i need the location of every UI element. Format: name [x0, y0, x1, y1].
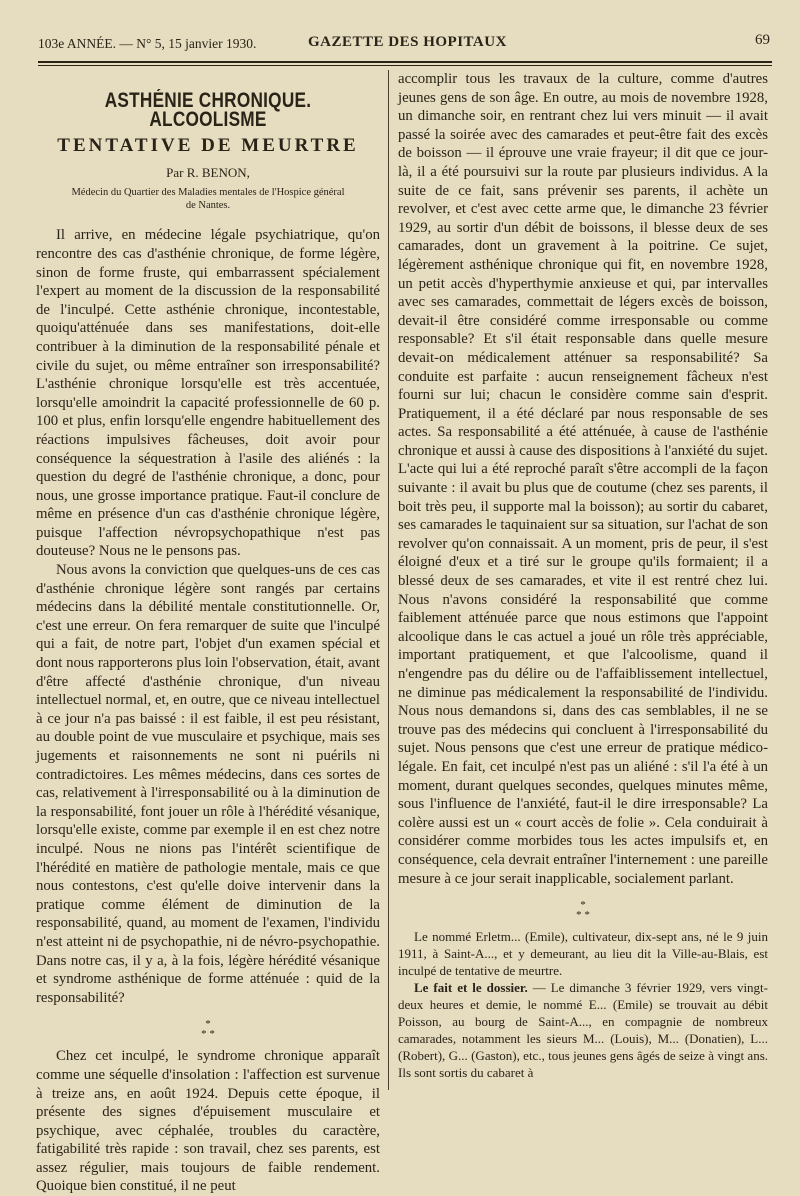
case-report	[398, 928, 768, 1081]
header-rule-thin	[38, 65, 772, 66]
case-facts	[398, 979, 768, 1081]
issue-info: 103e ANNÉE. — N° 5, 15 janvier 1930.	[38, 36, 257, 51]
running-head	[38, 32, 770, 58]
case-intro: Le nommé Erletm... (Emile), cultivateur, dix-sept ans, né le 9 juin 1911, à Saint-A..., et y demeurant, au lieu dit la Ville-au-Blais, est inculpé de tentative de meurtre.	[398, 929, 768, 979]
left-column	[36, 70, 380, 1196]
case-facts-text: — Le dimanche 3 février 1929, vers vingt-deux heures et demie, le nommé E... (Emile) se trouvait au débit Poisson, au bourg de Saint-A..., en compagnie de nombreux camarades, notamment les sieurs M... (Louis), M... (Donatien), L... (Robert), G... (Gaston), etc., tous jeunes gens âgés de seize à vingt ans. Ils sont sortis du cabaret à	[398, 980, 768, 1081]
right-column	[398, 70, 768, 1081]
paragraph-intro: Il arrive, en médecine légale psychiatrique, qu'on rencontre des cas d'asthénie chronique, de forme légère, sinon de forme fruste, qui embarrassent spécialement l'expert au moment de la discussion de la responsabilité de l'inculpé. Cette asthénie chronique, incontestable, quoiqu'atténuée dans ses manifestations, doit-elle contribuer à la diminution de la responsabilité pénale et civile du sujet, ou même entraîner son irresponsabilité? L'asthénie chronique lorsqu'elle est très accentuée, lorsqu'elle amoindrit la capacité professionnelle de 60 p. 100 et plus, enfin lorsqu'elle engendre habituellement des réactions impulsives fâcheuses, doit avoir pour conséquence la séquestration à l'asile des aliénés : la question du degré de l'asthénie chronique, a donc, pour nous, une grosse importance pratique. Faut-il conclure de même en présence d'un cas d'asthénie chronique légère, puisque l'affection névropsychopathique n'est pas douteuse? Nous ne le pensons pas.	[36, 227, 380, 560]
column-divider	[388, 70, 389, 1090]
article-subtitle: TENTATIVE DE MEURTRE	[57, 135, 359, 157]
case-facts-lead: Le fait et le dossier.	[414, 980, 528, 996]
journal-title: GAZETTE DES HOPITAUX	[308, 34, 507, 50]
paragraph-case-summary: Chez cet inculpé, le syndrome chronique apparaît comme une séquelle d'insolation : l'affection est survenue à treize ans, en août 1924. Depuis cette époque, il présente des signes d'épuisement musculaire et psychique, avec céphalée, troubles du caractère, fatigabilité très rapide : son travail, chez ses parents, est assez régulier, mais toujours de faible rendement. Quoique bien constitué, il ne peut	[36, 1048, 380, 1195]
article-author: Par R. BENON,	[166, 164, 250, 180]
paragraph-continuation: accomplir tous les travaux de la culture, comme d'autres jeunes gens de son âge. En outre, au mois de novembre 1928, un dimanche soir, en rentrant chez lui vers minuit — il avait passé la soirée avec des camarades et peut-être fait des excès de boisson — il éprouve une vraie frayeur; il dit que ce jour-là, il a été poursuivi sur la route par plusieurs individus. A la suite de ce fait, sans prévenir ses parents, il achète un revolver, et c'est avec cette arme que, le dimanche 23 février 1929, au sortir d'un débit de boissons, il blesse deux de ses camarades, dont un gravement à la poitrine. Ce sujet, légèrement asthénique chronique qui fit, en novembre 1928, un petit accès d'hyperthymie anxieuse et qui, par intervalles avec ses camarades, commettait de légers excès de boisson, devait-il être considéré comme irresponsable ou comme responsable? Et s'il était responsable dans quelle mesure devait-on médicalement atténuer sa responsabilité? Sa conduite est parfaite : aucun renseignement fâcheux n'est fourni sur lui; chacun le considère comme sain d'esprit. Pratiquement, il a été déclaré par nous responsable de ses actes. Sa responsabilité a été atténuée, à cause de l'asthénie chronique et aussi à cause des dispositions à l'anxiété du sujet. L'acte qui lui a été reproché paraît s'être accompli de la façon suivante : il avait bu plus que de coutume (chez ses parents, il boit très peu, il supporte mal la boisson); au sortir du cabaret, ses camarades le taquinaient sur sa situation, sur l'achat de son revolver qu'on connaissait. A un moment, pris de peur, il s'est éloigné d'eux et a tiré sur le groupe qu'ils formaient; il a blessé deux de ses camarades, et vite il est rentré chez lui. Nous n'avons considéré la responsabilité que comme faiblement atténuée parce que nous estimons que l'appoint alcoolique dans le cas actuel a joué un rôle très appréciable, important pratiquement, et que l'alcoolisme, quand il n'engendre pas du délire ou de l'affaiblissement intellectuel, ne diminue pas médicalement la responsabilité de l'individu. Nous nous demandons si, dans des cas semblables, il ne se trouve pas des médecins qui concluent à l'irresponsabilité du sujet. Nous pensons que c'est une erreur de pratique médico-légale. En fait, cet inculpé n'est pas un aliéné : s'il l'a été à un moment, durant quelques secondes, quelques minutes même, sous l'influence de l'anxiété, faut-il le dire irresponsable? La colère aussi est un « court accès de folie ». Cela conduirait à considérer comme morbides tous les actes impulsifs et, en conséquence, cela devrait entraîner l'internement : une pareille mesure à ce jour serait inapplicable, socialement parlant.	[398, 71, 768, 887]
article-title: ASTHÉNIE CHRONIQUE. ALCOOLISME	[104, 89, 312, 131]
page-number: 69	[755, 32, 770, 48]
section-asterism: * * *	[201, 1018, 215, 1041]
paragraph-conviction: Nous avons la conviction que quelques-uns de ces cas d'asthénie chronique légère sont rangés par certains médecins dans la débilité mentale constitutionnelle. Or, c'est une erreur. On fera remarquer de suite que l'inculpé qui a fait, de notre part, l'objet d'un examen spécial et dont nous rapporterons plus loin l'observation, était, avant d'être affecté d'asthénie chronique, d'un niveau intellectuel normal, et, en outre, que ce niveau intellectuel à ce jour n'a pas baissé : il est faible, il est peu résistant, au double point de vue musculaire et psychique, mais ses jugements et raisonnements ne sont ni puérils ni contradictoires. Les mêmes médecins, dans ces sortes de cas, relativement à l'irresponsabilité ou à la diminution de la responsabilité, font jouer un rôle à l'hérédité vésanique, lorsqu'elle existe, comme par exemple il en est chez notre inculpé. Nous ne nions pas l'intérêt scientifique de l'hérédité en matière de pathologie mentale, mais ce que nous contestons, c'est qu'elle doive intervenir dans la pratique comme élément de diminution de la responsabilité, quand, au moment de l'examen, l'individu n'est atteint ni de psychopathie, ni de névro-psychopathie. Dans notre cas, il y a, à la fois, légère hérédité vésanique et syndrome asthénique de forme atténuée : quid de la responsabilité?	[36, 562, 380, 1006]
section-asterism-2: * * *	[576, 899, 590, 922]
author-affiliation: Médecin du Quartier des Maladies mentales de l'Hospice général de Nantes.	[71, 187, 345, 212]
header-rule-thick	[38, 61, 772, 63]
